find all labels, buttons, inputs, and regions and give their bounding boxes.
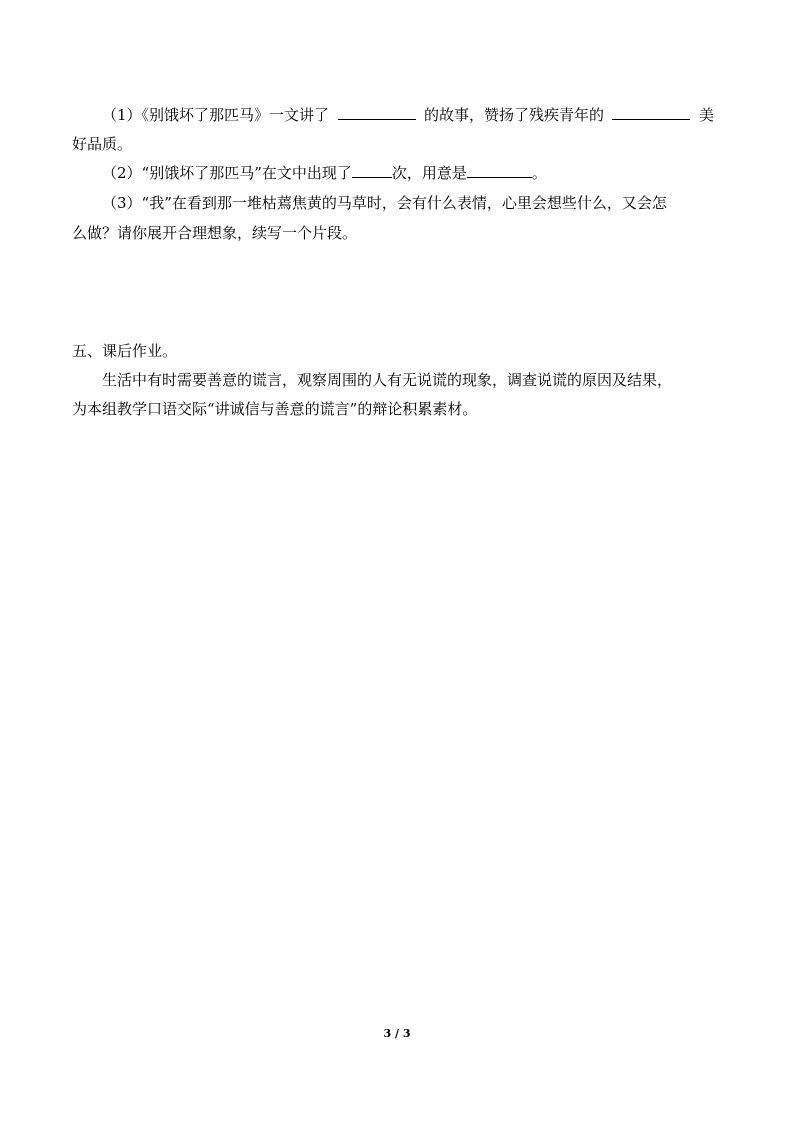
question-2-blank-2[interactable] [467,162,532,178]
question-1-blank-2[interactable] [612,104,690,120]
question-1-line-2: 好品质。 [72,135,133,153]
page-number: 3 / 3 [383,1027,411,1040]
question-1-text-c: 美 [698,106,714,124]
question-1-text-b: 的故事，赞扬了残疾青年的 [423,106,604,124]
question-2-blank-1[interactable] [352,162,392,178]
section-5-line-1: 生活中有时需要善意的谎言，观察周围的人有无说谎的现象，调查说谎的原因及结果， [102,371,673,389]
section-5-heading: 五、课后作业。 [72,342,178,360]
question-3-line-1: （3）“我”在看到那一堆枯蔫焦黄的马草时，会有什么表情，心里会想些什么，又会怎 [102,194,667,212]
question-3-line-2: 么做？请你展开合理想象，续写一个片段。 [72,224,358,242]
question-1-line-1 [102,104,714,126]
section-5-line-2: 为本组教学口语交际“讲诚信与善意的谎言”的辩论积累素材。 [72,400,478,418]
question-2 [102,162,547,184]
question-1-blank-1[interactable] [338,104,416,120]
question-2-text-b: 次，用意是 [391,164,467,182]
question-1-text-a: （1）《别饿坏了那匹马》一文讲了 [102,106,330,124]
question-2-text-a: （2）“别饿坏了那匹马”在文中出现了 [102,164,352,182]
question-2-text-c: 。 [531,164,547,182]
